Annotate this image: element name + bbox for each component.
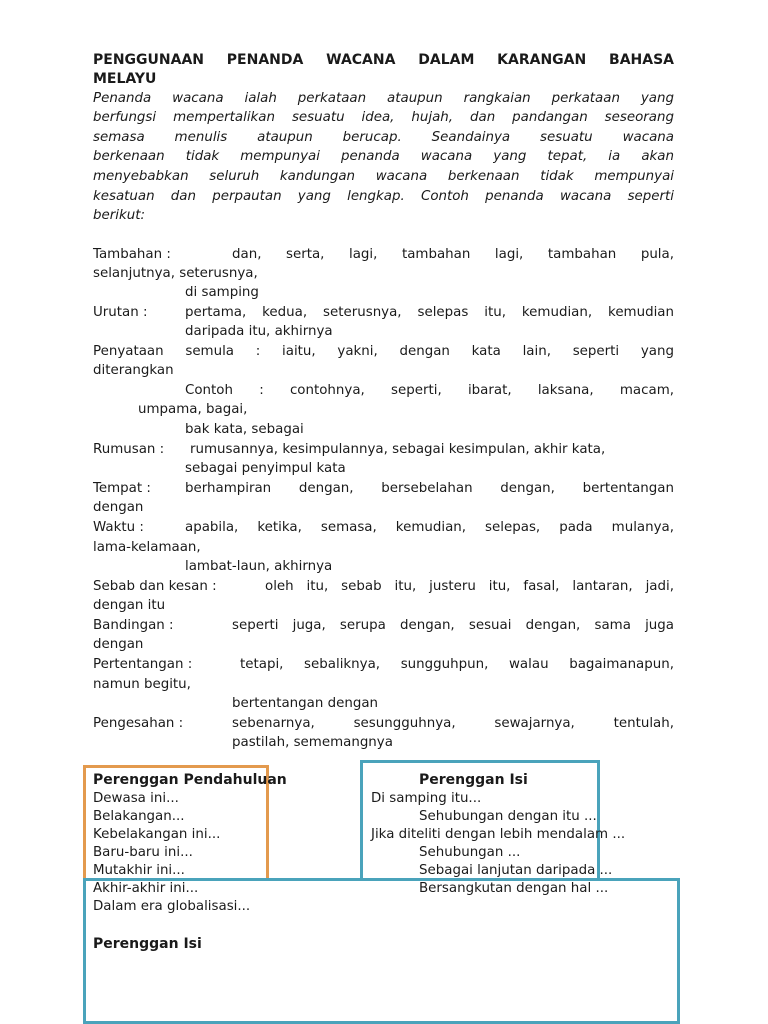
marker-label: Tempat : (93, 481, 151, 496)
marker-line: bak kata, sebagai (185, 422, 304, 437)
marker-line: dan, serta, lagi, tambahan lagi, tambahan pula, (232, 247, 674, 262)
marker-label: Sebab dan kesan : (93, 579, 217, 594)
box-item: Sebagai lanjutan daripada ... (419, 863, 613, 878)
box-item: Jika diteliti dengan lebih mendalam ... (371, 827, 626, 842)
marker-label: Urutan : (93, 305, 148, 320)
marker-line: bertentangan dengan (232, 696, 379, 711)
marker-line: pertama, kedua, seterusnya, selepas itu, kemudian, kemudian (185, 305, 674, 320)
marker-line: oleh itu, sebab itu, justeru itu, fasal, lantaran, jadi, (265, 579, 674, 594)
marker-line: tetapi, sebaliknya, sungguhpun, walau bagaimanapun, (240, 657, 674, 672)
intro-line: menyebabkan seluruh kandungan wacana berkenaan tidak mempunyai (93, 169, 674, 184)
box-item: Mutakhir ini... (93, 863, 185, 878)
intro-line: semasa menulis ataupun berucap. Seandainya sesuatu wacana (93, 130, 674, 145)
box-item: Dalam era globalisasi... (93, 899, 251, 914)
document-title: PENGGUNAAN PENANDA WACANA DALAM KARANGAN BAHASA (93, 52, 674, 68)
marker-line: umpama, bagai, (138, 402, 248, 417)
box-heading: Perenggan Isi (93, 936, 202, 952)
marker-label: Tambahan : (93, 247, 171, 262)
box-item: Sehubungan dengan itu ... (419, 809, 597, 824)
marker-line: lambat-laun, akhirnya (185, 559, 333, 574)
marker-line: apabila, ketika, semasa, kemudian, selepas, pada mulanya, (185, 520, 674, 535)
box-item: Di samping itu... (371, 791, 482, 806)
marker-line: dengan itu (93, 598, 166, 613)
marker-line: berhampiran dengan, bersebelahan dengan, bertentangan (185, 481, 674, 496)
marker-label: Rumusan : (93, 442, 165, 457)
marker-line: Contoh : contohnya, seperti, ibarat, laksana, macam, (185, 383, 674, 398)
marker-label: Pertentangan : (93, 657, 193, 672)
box-heading: Perenggan Pendahuluan (93, 772, 287, 788)
box-item: Belakangan... (93, 809, 185, 824)
marker-line: Penyataan semula : iaitu, yakni, dengan kata lain, seperti yang (93, 344, 674, 359)
intro-line: kesatuan dan perpautan yang lengkap. Contoh penanda wacana seperti (93, 189, 674, 204)
box-item: Akhir-akhir ini... (93, 881, 199, 896)
intro-line: berfungsi mempertalikan sesuatu idea, hujah, dan pandangan seseorang (93, 110, 674, 125)
marker-line: dengan (93, 500, 144, 515)
marker-label: Waktu : (93, 520, 144, 535)
intro-line: Penanda wacana ialah perkataan ataupun rangkaian perkataan yang (93, 91, 674, 106)
marker-label: Bandingan : (93, 618, 174, 633)
marker-line: rumusannya, kesimpulannya, sebagai kesimpulan, akhir kata, (190, 442, 606, 457)
box-item: Dewasa ini... (93, 791, 179, 806)
marker-line: di samping (185, 285, 259, 300)
marker-line: seperti juga, serupa dengan, sesuai dengan, sama juga (232, 618, 674, 633)
marker-line: dengan (93, 637, 144, 652)
marker-line: diterangkan (93, 363, 174, 378)
box-item: Bersangkutan dengan hal ... (419, 881, 609, 896)
box-heading: Perenggan Isi (419, 772, 528, 788)
marker-line: lama-kelamaan, (93, 540, 201, 555)
marker-line: sebenarnya, sesungguhnya, sewajarnya, tentulah, (232, 716, 674, 731)
box-item: Kebelakangan ini... (93, 827, 221, 842)
marker-line: daripada itu, akhirnya (185, 324, 333, 339)
intro-line: berkenaan tidak mempunyai penanda wacana yang tepat, ia akan (93, 149, 674, 164)
document-title: MELAYU (93, 71, 157, 87)
box-item: Baru-baru ini... (93, 845, 193, 860)
marker-line: pastilah, sememangnya (232, 735, 393, 750)
marker-line: selanjutnya, seterusnya, (93, 266, 258, 281)
marker-label: Pengesahan : (93, 716, 184, 731)
box-item: Sehubungan ... (419, 845, 521, 860)
marker-line: sebagai penyimpul kata (185, 461, 346, 476)
intro-line: berikut: (93, 208, 145, 223)
marker-line: namun begitu, (93, 677, 191, 692)
